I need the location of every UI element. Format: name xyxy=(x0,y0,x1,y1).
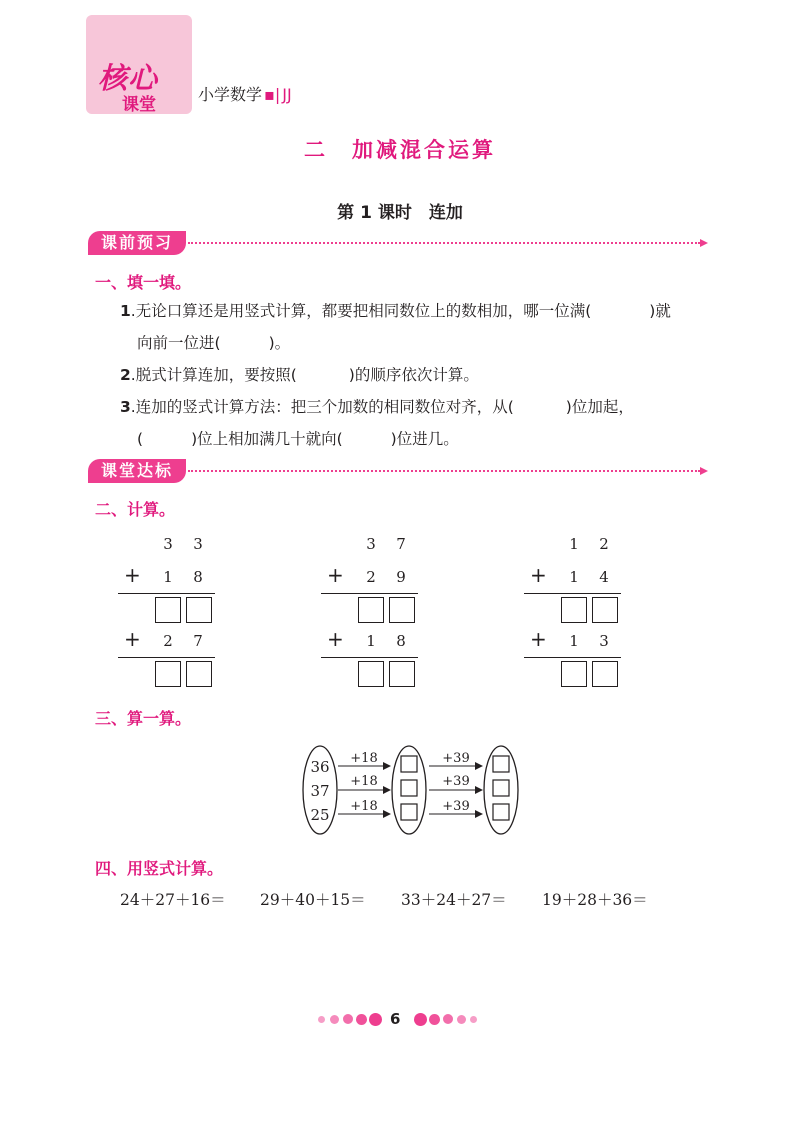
logo-title: 核心 xyxy=(98,61,159,95)
item-text: )就 xyxy=(649,302,671,320)
flow-diagram xyxy=(298,742,528,838)
dot-icon xyxy=(443,1014,453,1024)
sum-rule xyxy=(524,593,621,594)
sum-rule xyxy=(321,593,418,594)
item-number: 1 xyxy=(120,302,131,320)
q1-item-2 xyxy=(120,363,479,385)
dot-icon xyxy=(429,1014,440,1025)
dot-icon xyxy=(330,1015,339,1024)
sum-rule xyxy=(118,657,215,658)
answer-box[interactable] xyxy=(155,661,181,687)
item-text: 向前一位进( xyxy=(137,334,221,352)
plus-sign: + xyxy=(530,627,547,651)
edition-label: JJ xyxy=(282,85,292,104)
dot-icon xyxy=(369,1013,382,1026)
answer-box[interactable] xyxy=(401,756,417,772)
answer-box[interactable] xyxy=(561,597,587,623)
q1-item-1-cont xyxy=(137,331,290,353)
question-heading-4: 四、用竖式计算。 xyxy=(95,859,224,878)
dot-icon xyxy=(356,1014,367,1025)
digit: 3 xyxy=(163,535,173,553)
answer-box[interactable] xyxy=(358,661,384,687)
sum-rule xyxy=(524,657,621,658)
plus-sign: + xyxy=(124,627,141,651)
dot-icon xyxy=(318,1016,325,1023)
answer-box[interactable] xyxy=(592,597,618,623)
plus-sign: + xyxy=(124,563,141,587)
digit: 8 xyxy=(396,632,406,650)
digit: 1 xyxy=(569,632,579,650)
answer-box[interactable] xyxy=(186,597,212,623)
question-heading-3: 三、算一算。 xyxy=(95,709,192,728)
middle-ellipse xyxy=(392,746,426,834)
digit: 3 xyxy=(599,632,609,650)
question-heading-1: 一、填一填。 xyxy=(95,273,192,292)
digit: 1 xyxy=(569,535,579,553)
section-banner-preview: 课前预习 xyxy=(88,231,186,255)
input-number: 25 xyxy=(310,806,330,824)
question-heading-2: 二、计算。 xyxy=(95,500,176,519)
dot-icon xyxy=(414,1013,427,1026)
answer-box[interactable] xyxy=(493,756,509,772)
item-number: 2 xyxy=(120,366,131,384)
item-text: .连加的竖式计算方法：把三个加数的相同数位对齐，从( xyxy=(130,398,514,416)
plus-sign: + xyxy=(327,563,344,587)
item-text: .脱式计算连加，要按照( xyxy=(130,366,297,384)
digit: 7 xyxy=(193,632,203,650)
digit: 8 xyxy=(193,568,203,586)
item-text: )位进几。 xyxy=(390,430,459,448)
sum-rule xyxy=(321,657,418,658)
operation-label: +39 xyxy=(442,799,470,814)
digit: 3 xyxy=(193,535,203,553)
answer-box[interactable] xyxy=(401,780,417,796)
q1-item-3-cont xyxy=(137,427,459,449)
logo-subtitle: 课堂 xyxy=(122,95,156,115)
arrow-icon xyxy=(700,467,708,475)
item-text: )。 xyxy=(268,334,291,352)
operation-label: +39 xyxy=(442,774,470,789)
dot-icon xyxy=(343,1014,353,1024)
digit: 9 xyxy=(396,568,406,586)
vertical-sum-2 xyxy=(321,535,421,695)
digit: 2 xyxy=(599,535,609,553)
lesson-title: 第 1 课时 连加 xyxy=(337,203,463,223)
expression: 24＋27＋16＝ xyxy=(120,891,226,909)
item-number: 3 xyxy=(120,398,131,416)
input-number: 36 xyxy=(310,758,330,776)
digit: 2 xyxy=(163,632,173,650)
item-text: .无论口算还是用竖式计算，都要把相同数位上的数相加，哪一位满( xyxy=(130,302,592,320)
unit-title: 二 加减混合运算 xyxy=(304,138,496,162)
answer-box[interactable] xyxy=(389,597,415,623)
answer-box[interactable] xyxy=(186,661,212,687)
expression: 29＋40＋15＝ xyxy=(260,891,366,909)
separator: ▪| xyxy=(264,85,281,104)
page-number: 6 xyxy=(390,1010,401,1028)
section-divider xyxy=(188,470,700,472)
answer-box[interactable] xyxy=(155,597,181,623)
subject-name: 小学数学 xyxy=(198,85,263,104)
answer-box[interactable] xyxy=(389,661,415,687)
operation-label: +18 xyxy=(350,751,378,766)
operation-label: +18 xyxy=(350,774,378,789)
expression: 33＋24＋27＝ xyxy=(401,891,507,909)
sum-rule xyxy=(118,593,215,594)
plus-sign: + xyxy=(327,627,344,651)
item-text: ( xyxy=(137,430,144,448)
q1-item-3 xyxy=(120,395,634,417)
answer-box[interactable] xyxy=(401,804,417,820)
digit: 1 xyxy=(569,568,579,586)
operation-label: +18 xyxy=(350,799,378,814)
result-ellipse xyxy=(484,746,518,834)
section-banner-practice: 课堂达标 xyxy=(88,459,186,483)
digit: 7 xyxy=(396,535,406,553)
item-text: )位上相加满几十就向( xyxy=(191,430,343,448)
input-number: 37 xyxy=(310,782,330,800)
vertical-sum-1 xyxy=(118,535,218,695)
item-text: )的顺序依次计算。 xyxy=(348,366,479,384)
answer-box[interactable] xyxy=(493,780,509,796)
operation-label: +39 xyxy=(442,751,470,766)
digit: 4 xyxy=(599,568,609,586)
arrow-icon xyxy=(700,239,708,247)
answer-box[interactable] xyxy=(493,804,509,820)
q1-item-1 xyxy=(120,299,671,321)
subject-label xyxy=(198,82,292,105)
section-divider xyxy=(188,242,700,244)
answer-box[interactable] xyxy=(358,597,384,623)
digit: 1 xyxy=(366,632,376,650)
digit: 2 xyxy=(366,568,376,586)
plus-sign: + xyxy=(530,563,547,587)
answer-box[interactable] xyxy=(561,661,587,687)
dot-icon xyxy=(457,1015,466,1024)
digit: 3 xyxy=(366,535,376,553)
digit: 1 xyxy=(163,568,173,586)
item-text: )位加起， xyxy=(565,398,634,416)
vertical-sum-3 xyxy=(524,535,624,695)
expression: 19＋28＋36＝ xyxy=(542,891,648,909)
answer-box[interactable] xyxy=(592,661,618,687)
dot-icon xyxy=(470,1016,477,1023)
